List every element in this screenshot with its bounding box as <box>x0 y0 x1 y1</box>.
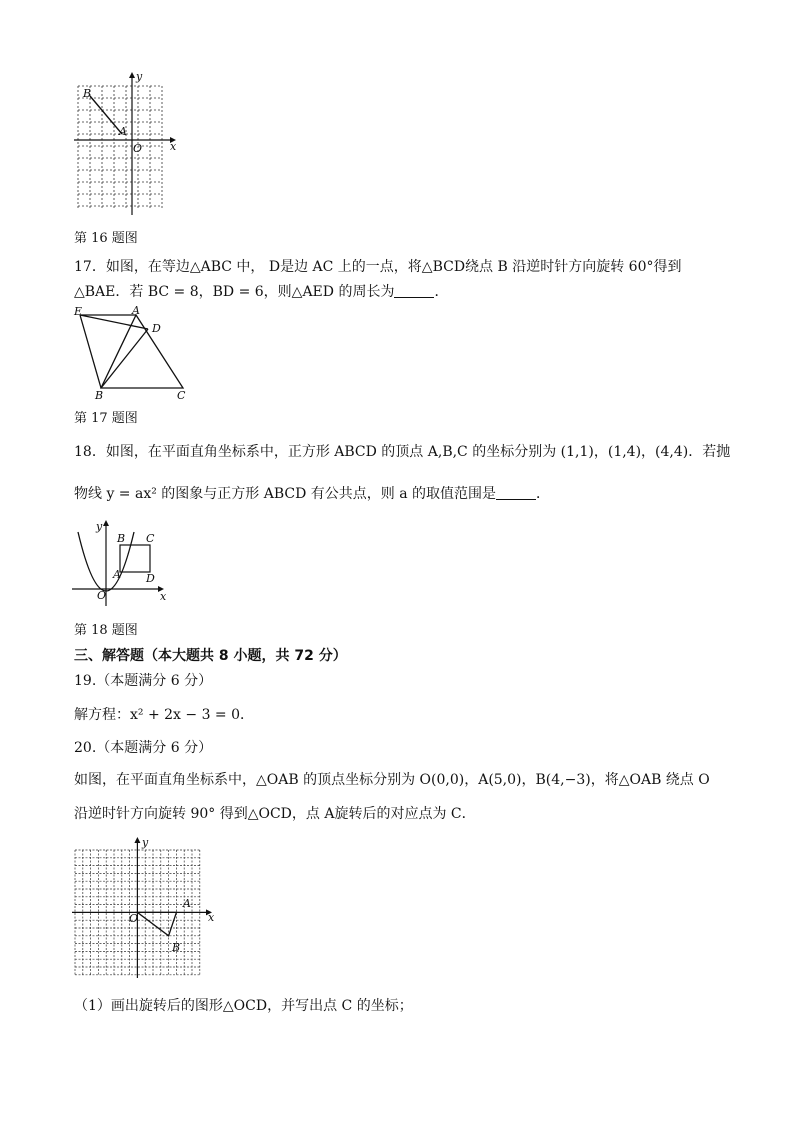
q18-line2-end: ． <box>536 486 551 502</box>
fig17-label-c: C <box>177 389 186 402</box>
q17-line2-text: △BAE．若 BC = 8，BD = 6，则△AED 的周长为 <box>74 284 395 300</box>
fig18-label-b: B <box>117 532 126 545</box>
fig18-label-a: A <box>113 568 121 581</box>
fig17-segment-eb <box>80 315 101 388</box>
fig16-label-y: y <box>136 70 143 83</box>
fig18-label-c: C <box>146 532 155 545</box>
fig16-y-arrow <box>129 72 135 78</box>
q20-line2: 沿逆时针方向旋转 90° 得到△OCD，点 A旋转后的对应点为 C． <box>74 806 476 822</box>
fig16-label-a: A <box>119 125 127 138</box>
figure-17 <box>70 305 195 402</box>
q18-line2 <box>74 485 550 503</box>
fig16-label-o: O <box>133 142 143 155</box>
fig20-y-arrow <box>134 837 140 843</box>
section3-heading: 三、解答题（本大题共 8 小题，共 72 分） <box>74 648 347 664</box>
q18-line2-text: 物线 y = ax² 的图象与正方形 ABCD 有公共点，则 a 的取值范围是 <box>74 486 497 502</box>
fig17-triangle-abc <box>101 315 183 388</box>
fig18-label-o: O <box>97 589 107 602</box>
fig18-caption: 第 18 题图 <box>74 623 138 638</box>
q20-header: 20.（本题满分 6 分） <box>74 740 213 756</box>
fig17-label-e: E <box>74 305 83 318</box>
q17-line2 <box>74 283 448 301</box>
q17-answer-blank <box>394 283 434 298</box>
fig20-label-b: B <box>172 941 181 954</box>
figure-20 <box>70 835 220 980</box>
figure-16 <box>70 70 185 215</box>
q17-line2-end: ． <box>434 284 449 300</box>
q18-answer-blank <box>496 485 536 500</box>
fig16-label-b: B <box>83 87 92 100</box>
fig16-segment-ba <box>90 96 122 134</box>
fig17-label-a: A <box>132 305 140 317</box>
q17-line1: 17．如图，在等边△ABC 中， D是边 AC 上的一点，将△BCD绕点 B 沿逆时针方向旋转 60°得到 <box>74 259 682 275</box>
fig20-label-x: x <box>208 911 215 924</box>
fig17-label-b: B <box>95 389 104 402</box>
fig17-caption: 第 17 题图 <box>74 411 138 426</box>
fig18-y-arrow <box>103 520 109 526</box>
fig20-label-a: A <box>183 897 191 910</box>
fig20-triangle-oab <box>137 912 176 935</box>
fig16-grid <box>78 86 162 210</box>
figure-18 <box>68 518 173 608</box>
q20-line1: 如图，在平面直角坐标系中，△OAB 的顶点坐标分别为 O(0,0)，A(5,0)，B(4,−3)，将△OAB 绕点 O <box>74 772 710 788</box>
fig17-label-d: D <box>152 322 161 335</box>
q19-body: 解方程：x² + 2x − 3 = 0． <box>74 707 255 723</box>
fig16-label-x: x <box>170 140 177 153</box>
fig16-caption: 第 16 题图 <box>74 231 138 246</box>
fig18-label-x: x <box>160 590 167 603</box>
q18-line1: 18．如图，在平面直角坐标系中，正方形 ABCD 的顶点 A,B,C 的坐标分别为 (1,1)，(1,4)，(4,4)．若抛 <box>74 444 731 460</box>
q20-part1: （1）画出旋转后的图形△OCD，并写出点 C 的坐标； <box>74 998 413 1014</box>
fig18-square-abcd <box>120 545 150 572</box>
q19-header: 19.（本题满分 6 分） <box>74 673 213 689</box>
fig20-label-o: O <box>129 912 139 925</box>
fig18-label-d: D <box>146 572 155 585</box>
fig20-label-y: y <box>142 836 149 849</box>
fig18-label-y: y <box>96 520 103 533</box>
